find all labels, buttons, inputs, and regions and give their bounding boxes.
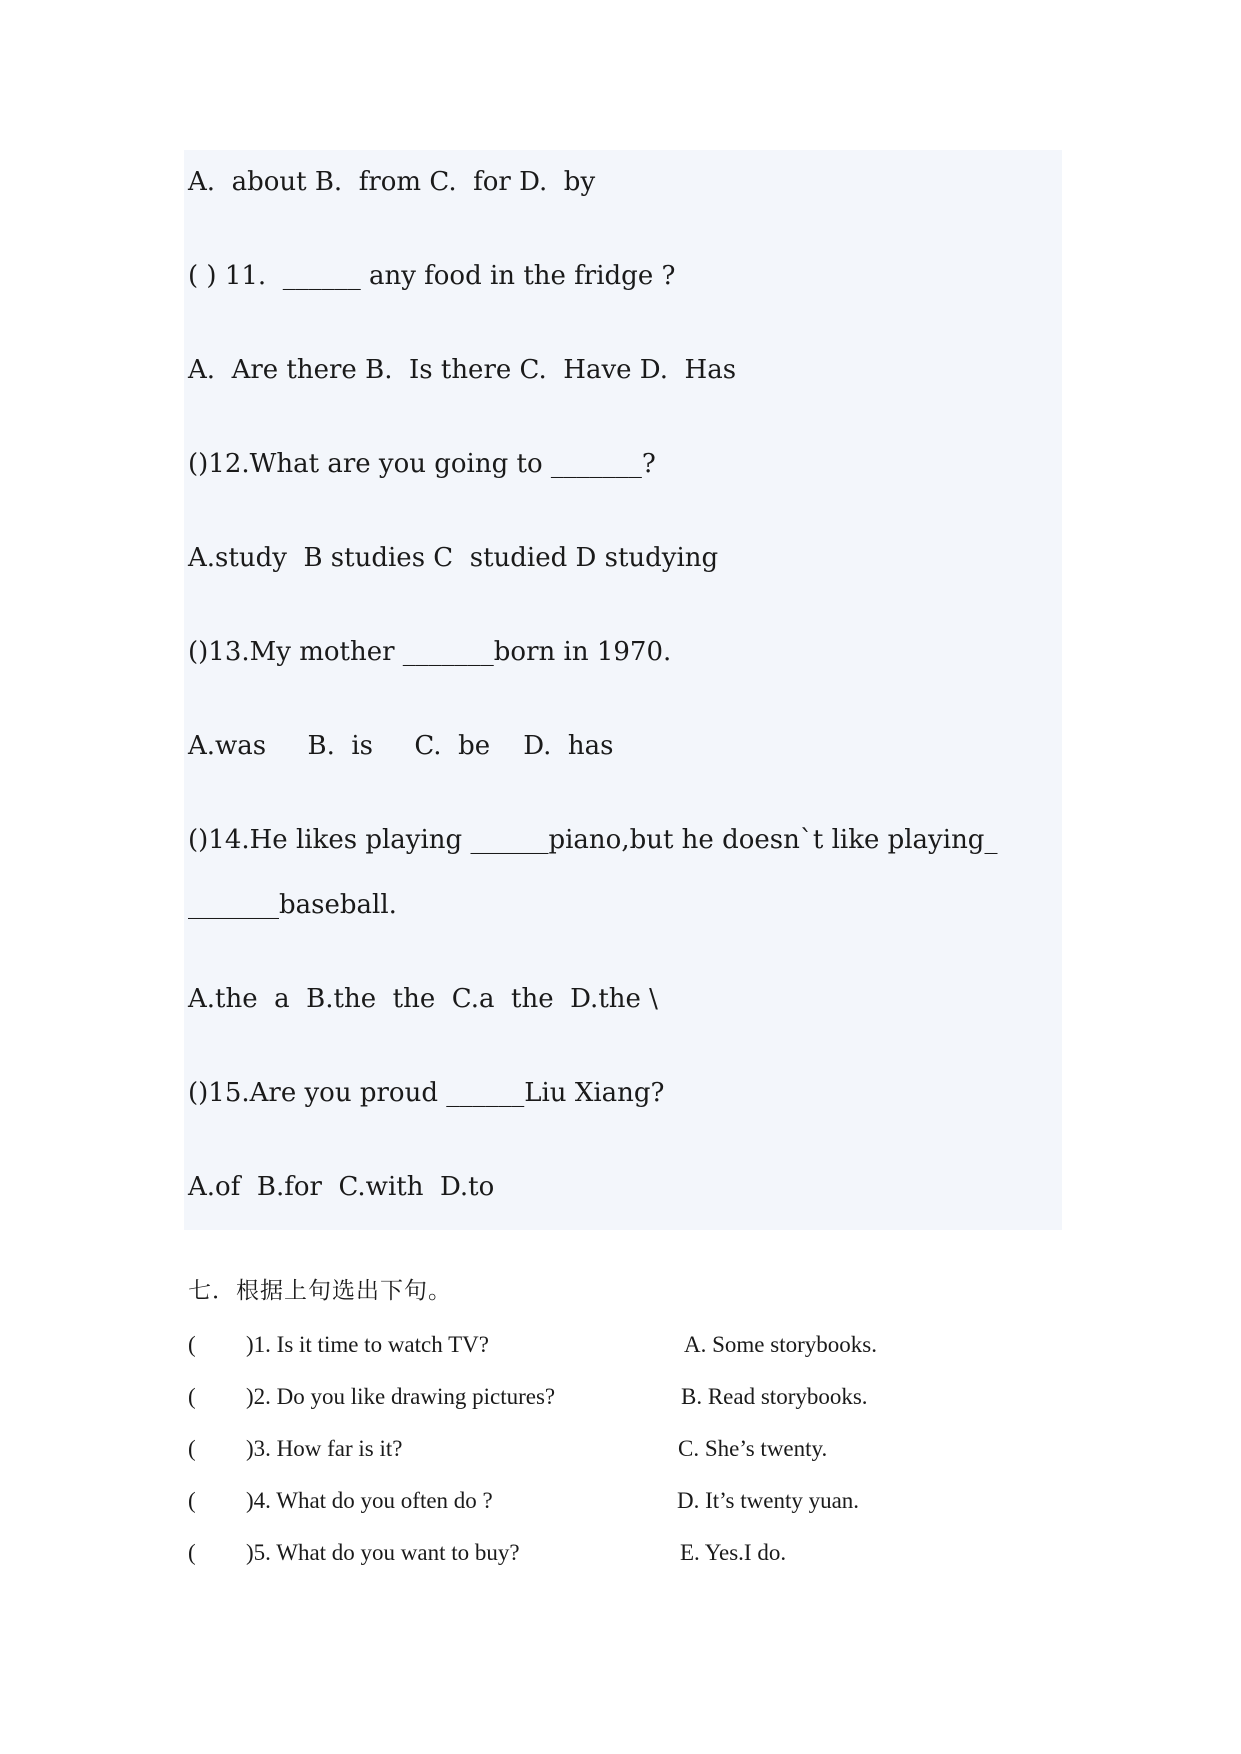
matching-question: )3. How far is it?: [246, 1436, 403, 1461]
options-line-12: A.study B studies C studied D studying: [188, 543, 719, 573]
matching-question: )2. Do you like drawing pictures?: [246, 1384, 556, 1409]
answer-blank-open: (: [188, 1384, 196, 1409]
question-13: ()13.My mother _______born in 1970.: [188, 637, 672, 667]
matching-question: )4. What do you often do ?: [246, 1488, 493, 1513]
question-11: ( ) 11. ______ any food in the fridge ?: [188, 261, 676, 291]
answer-blank-open: (: [188, 1540, 196, 1565]
question-12: ()12.What are you going to _______?: [188, 449, 656, 479]
question-14: ()14.He likes playing ______piano,but he doesn`t like playing_: [188, 825, 998, 855]
options-line-13: A.was B. is C. be D. has: [188, 731, 614, 761]
matching-answer: D. It’s twenty yuan.: [677, 1488, 860, 1513]
options-line-14: A.the a B.the the C.a the D.the \: [188, 984, 658, 1014]
matching-row: [188, 1538, 1048, 1568]
matching-answer: E. Yes.I do.: [680, 1540, 787, 1565]
matching-row: [188, 1434, 1048, 1464]
options-line-15: A.of B.for C.with D.to: [188, 1172, 495, 1202]
section-title: 七．根据上句选出下句。: [188, 1278, 452, 1304]
matching-question: )1. Is it time to watch TV?: [246, 1332, 489, 1357]
question-14-continued: _______baseball.: [188, 890, 397, 920]
matching-row: [188, 1382, 1048, 1412]
matching-question: )5. What do you want to buy?: [246, 1540, 520, 1565]
shaded-question-block: [184, 150, 1062, 1230]
answer-blank-open: (: [188, 1436, 196, 1461]
options-line-11: A. Are there B. Is there C. Have D. Has: [188, 355, 737, 385]
matching-answer: B. Read storybooks.: [681, 1384, 868, 1409]
question-15: ()15.Are you proud ______Liu Xiang?: [188, 1078, 665, 1108]
options-line-10: A. about B. from C. for D. by: [188, 167, 596, 197]
matching-row: [188, 1486, 1048, 1516]
answer-blank-open: (: [188, 1332, 196, 1357]
matching-answer: C. She’s twenty.: [678, 1436, 828, 1461]
matching-row: [188, 1330, 1048, 1360]
matching-answer: A. Some storybooks.: [684, 1332, 877, 1357]
answer-blank-open: (: [188, 1488, 196, 1513]
